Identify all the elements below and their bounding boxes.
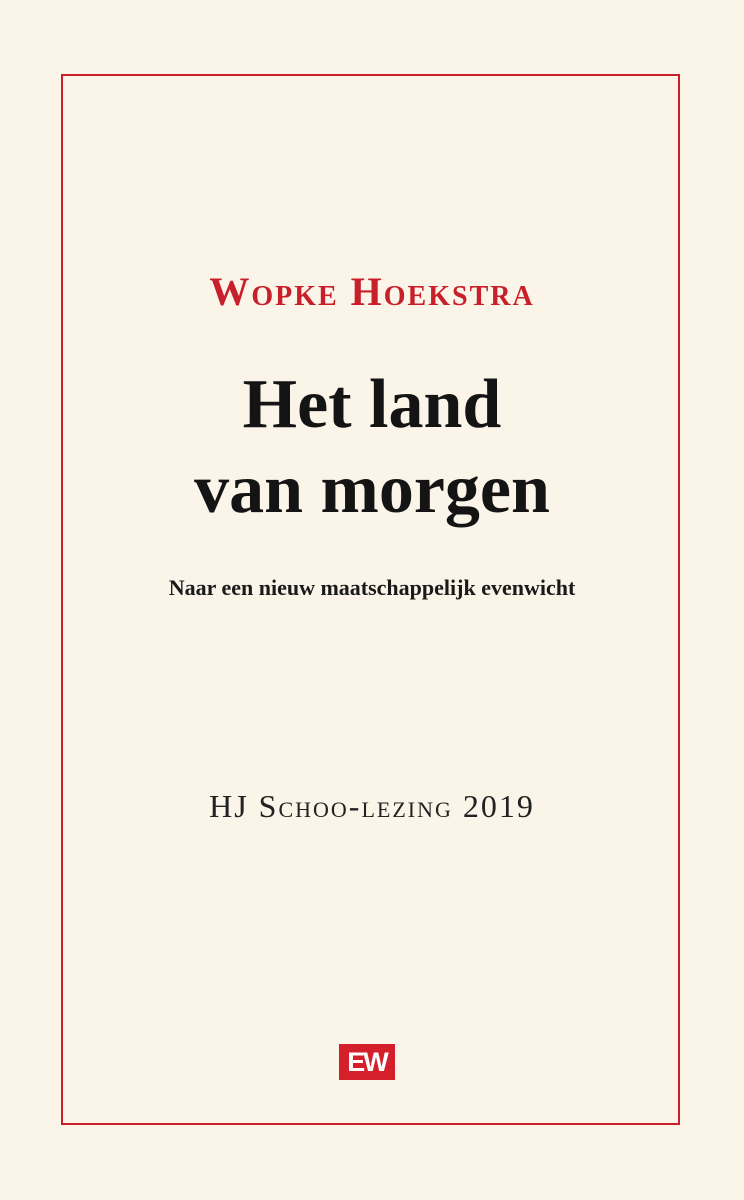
- lecture-name: HJ Schoo-lezing 2019: [209, 788, 535, 824]
- author-name: Wopke Hoekstra: [209, 269, 535, 314]
- book-title: [0, 362, 744, 532]
- publisher-logo: EW: [339, 1044, 395, 1080]
- book-subtitle: Naar een nieuw maatschappelijk evenwicht: [168, 575, 576, 600]
- book-title-line-2: van morgen: [194, 451, 550, 528]
- book-title-line-1: Het land: [242, 366, 502, 443]
